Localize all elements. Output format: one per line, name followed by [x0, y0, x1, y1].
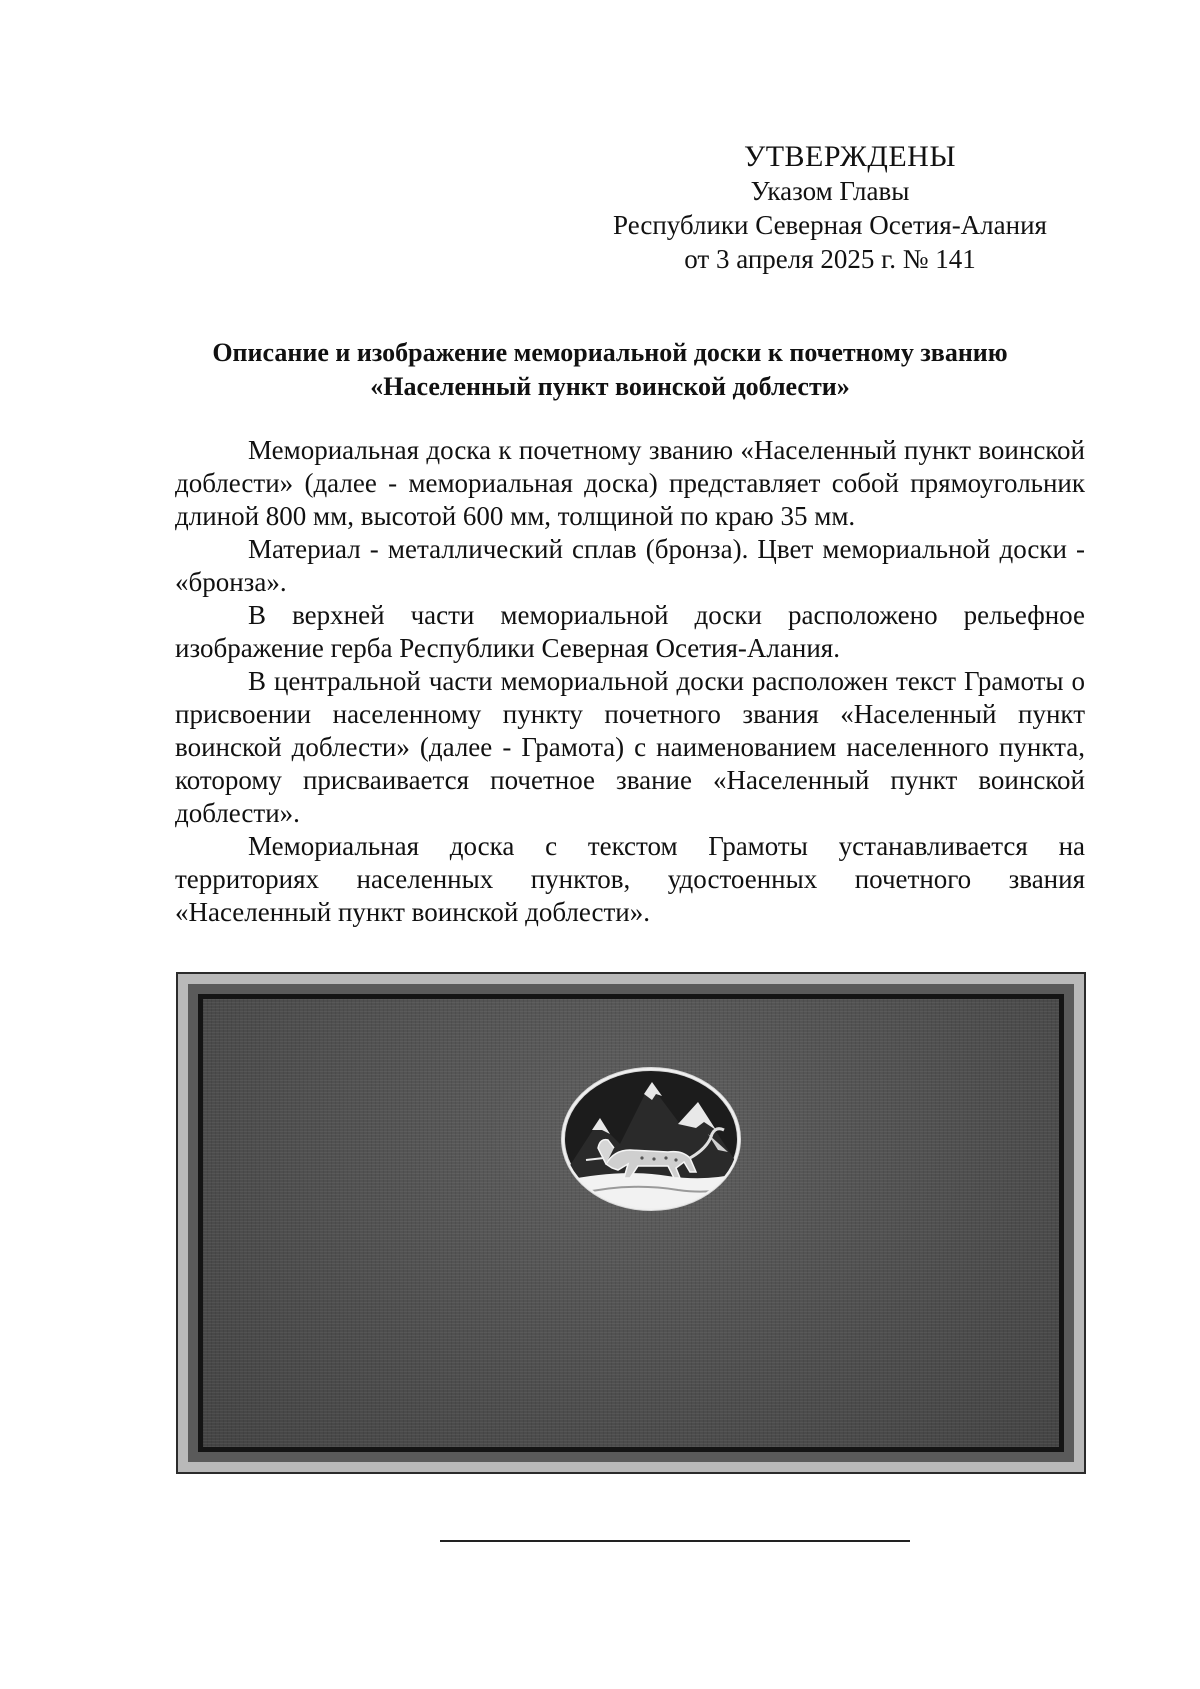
approval-block — [560, 140, 1100, 276]
document-title — [140, 336, 1080, 404]
approval-heading: УТВЕРЖДЕНЫ — [743, 140, 957, 173]
closing-rule — [440, 1540, 910, 1542]
approval-date-line: от 3 апреля 2025 г. № 141 — [684, 244, 976, 274]
approval-republic-line: Республики Северная Осетия-Алания — [613, 210, 1047, 240]
memorial-plaque-image — [178, 974, 1084, 1472]
approval-decree-line: Указом Главы — [750, 176, 910, 206]
coat-of-arms-icon — [558, 1064, 744, 1214]
paragraph-installation: Мемориальная доска с текстом Грамоты устанавливается на территориях населенных пунктов, удостоенных почетного звания «Населенный пункт воинской доблести». — [175, 831, 1085, 927]
document-body — [175, 434, 1085, 929]
title-line-2: «Населенный пункт воинской доблести» — [370, 372, 850, 401]
paragraph-certificate-text: В центральной части мемориальной доски расположен текст Грамоты о присвоении населенному пункту почетного звания «Населенный пункт воинской доблести» (далее - Грамота) с наименованием населенного пункта, которому присваивается почетное звание «Населенный пункт воинской доблести». — [175, 666, 1085, 828]
paragraph-material: Материал - металлический сплав (бронза). Цвет мемориальной доски - «бронза». — [175, 534, 1085, 597]
paragraph-emblem: В верхней части мемориальной доски расположено рельефное изображение герба Республики Северная Осетия-Алания. — [175, 600, 1085, 663]
plaque-inner-field — [198, 994, 1064, 1452]
paragraph-dimensions: Мемориальная доска к почетному званию «Населенный пункт воинской доблести» (далее - мемориальная доска) представляет собой прямоугольник длиной 800 мм, высотой 600 мм, толщиной по краю 35 мм. — [175, 435, 1085, 531]
title-line-1: Описание и изображение мемориальной доски к почетному званию — [212, 338, 1008, 367]
